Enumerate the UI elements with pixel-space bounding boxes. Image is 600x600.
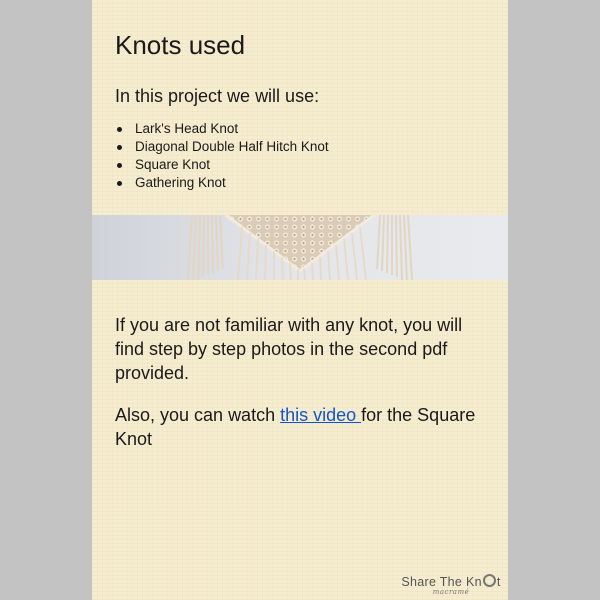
brand-logo [396, 574, 506, 596]
list-item [114, 120, 329, 138]
bullet-icon [117, 145, 122, 150]
page-title: Knots used [115, 30, 246, 60]
video-paragraph-lead: Also, you can watch [115, 405, 281, 425]
knot-name: Lark's Head Knot [135, 121, 239, 136]
list-item [114, 138, 329, 156]
video-paragraph [115, 403, 485, 451]
macrame-photo [92, 215, 508, 280]
video-link[interactable]: this video [280, 405, 362, 425]
bullet-icon [117, 181, 122, 186]
logo-text-start: Share The Kn [401, 575, 482, 589]
list-item [114, 174, 329, 192]
bullet-icon [117, 127, 122, 132]
document-page [92, 0, 508, 600]
knot-name: Diagonal Double Half Hitch Knot [135, 139, 329, 154]
logo-wordmark [396, 574, 506, 589]
knot-name: Gathering Knot [135, 175, 226, 190]
knot-list [114, 120, 329, 192]
logo-text-end: t [496, 575, 501, 589]
list-item [114, 156, 329, 174]
bullet-icon [117, 163, 122, 168]
knot-ring-icon [483, 574, 496, 587]
help-paragraph: If you are not familiar with any knot, you will find step by step photos in the second pdf provided. [115, 315, 463, 383]
knot-name: Square Knot [135, 157, 211, 172]
intro-text: In this project we will use: [115, 86, 320, 106]
video-paragraph-tail: for the Square Knot [115, 405, 476, 449]
logo-tagline: macramé [432, 588, 470, 596]
